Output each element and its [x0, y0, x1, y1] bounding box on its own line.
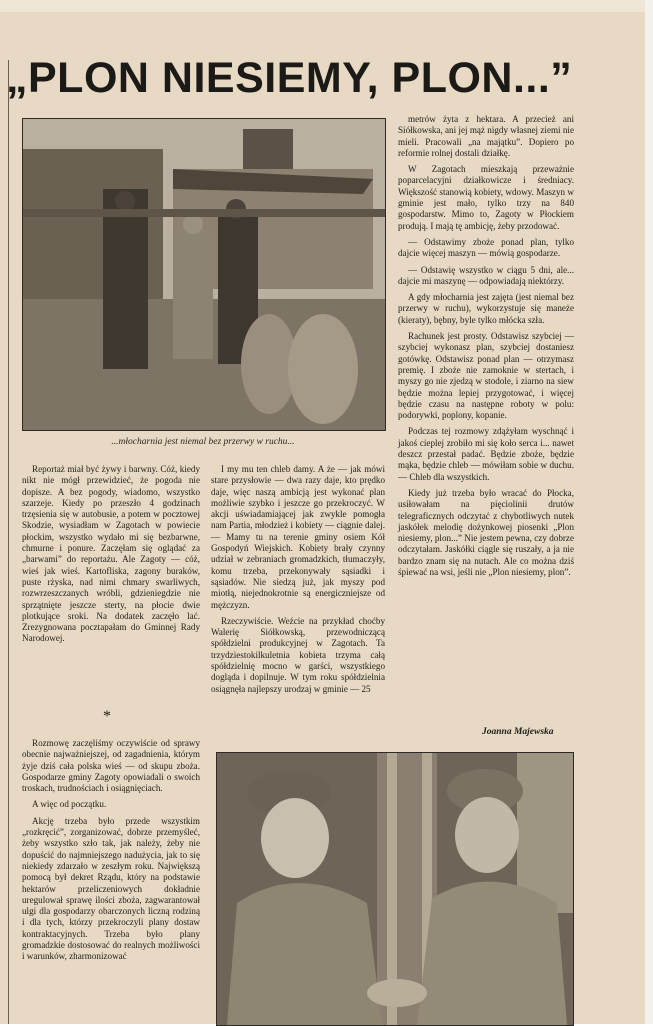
paragraph: Reportaż miał być żywy i barwny. Cóż, kiedy nikt nie mógł przewidzieć, że pogoda nie dopisze. A bez pogody, wiadomo, wszystko szarzeje. Kiedy po przeszło 4 godzinach trzęsienia się w autobusie, a potem w pocztowej Skodzie, wysiadłam w Zagotach w powiecie płockim, wszystko wydało mi się bezbarwne, chmurne i ponure. Zaczęłam się oglądać za „barwami” do reportażu. Ale Zagoty — cóż, wieś jak wieś. Kartofliska, zagony buraków, puste rżyska, nad nimi chmary swarliwych, rozwrzeszczanych wróbli, gdzieniegdzie nie sprzątnięte jeszcze sterty, na płocie dwie plotkujące sroki. Na dodatek zaczęło lać. Zrezygnowana pocztapałam do Gminnej Rady Narodowej.	[22, 464, 200, 644]
paragraph: I my mu ten chleb damy. A że — jak mówi stare przysłowie — dwa razy daje, kto prędko daje, więc naszą ambicją jest wykonać plan możliwie szybko i jeszcze go przekroczyć. W akcji uświadamiającej jak zwykle pomogła nam Partia, młodzież i kobiety — ciągnie dalej. — Mamy tu na terenie gminy osiem Kół Gospodyń Wiejskich. Kobiety brały czynny udział w zebraniach gromadzkich, tłumaczyły, komu trzeba, przekonywały sąsiadki i sąsiadów. Nie siedzą już, jak myszy pod miotłą, niejednokrotnie są energiczniejsze od mężczyzn.	[211, 464, 385, 610]
paragraph: A więc od początku.	[32, 799, 107, 810]
paragraph: — Odstawimy zboże ponad plan, tylko dajcie więcej maszyn — mówią gospodarze.	[398, 236, 574, 259]
column-left-top	[22, 464, 200, 650]
threshing-photo	[22, 118, 386, 431]
women-grain-photo	[216, 752, 574, 1026]
column-middle	[211, 464, 385, 700]
left-margin-rule	[8, 60, 9, 1024]
paragraph: A gdy młocharnia jest zajęta (jest niemal bez przerwy w ruchu), wykorzystuje się maneże (kieraty), bębny, byle tylko młócka szła.	[398, 292, 574, 325]
column-left-bottom	[22, 738, 200, 968]
paragraph: metrów żyta z hektara. A przecież ani Siółkowska, ani jej mąż nigdy własnej ziemi nie mieli. Pracowali „na majątku”. Dopiero po reformie rolnej dostali działkę.	[398, 114, 574, 158]
paragraph: Rozmowę zaczęliśmy oczywiście od sprawy obecnie najważniejszej, od zagadnienia, którym żyje dziś cała polska wieś — od skupu zboża. Gospodarze gminy Zagoty opowiadali o swoich troskach, trudnościach i osiągnięciach.	[22, 738, 200, 794]
paragraph: Akcję trzeba było przede wszystkim „rozkręcić”, zorganizować, dobrze przemyśleć, żeby wszystko szło tak, jak należy, żeby nie dopuścić do najmniejszego nadużycia, jak to się niekiedy zdarzało w zeszłym roku. Największą pomocą był dekret Rządu, który na podstawie hektarów przeliczeniowych dokładnie uregulował sprawę ilości zboża, zagwarantował ulgi dla gospodarzy obarczonych liczną rodziną i dla tych, którzy przekroczyli plany dostaw kontraktacyjnych. Trzeba było plany gromadzkie dostosować do realnych możliwości i warunków, zharmonizować	[22, 815, 200, 962]
section-separator: *	[103, 708, 111, 725]
paragraph: W Zagotach mieszkają przeważnie poparcelacyjni działkowicze i średniacy. Większość stanowią kobiety, wdowy. Maszyn w gminie jest mało, tylko trzy na 840 gospodarstw. Mimo to, Zagoty w Płockiem produją. I mają tę ambicję, żeby przodować.	[398, 164, 574, 231]
paragraph: Rzeczywiście. Weźcie na przykład choćby Walerię Siółkowską, przewodniczącą spółdzielni produkcyjnej w Zagotach. Ta trzydziestokilkuletnia kobieta trzyma całą spółdzielnię mocno w garści, wszystkiego dogląda i dopilnuje. W tym roku spółdzielnia osiągnęła najlepszy urodzaj w gminie — 25	[211, 615, 385, 694]
paragraph: Podczas tej rozmowy zdążyłam wyschnąć i jakoś cieplej zrobiło mi się koło serca i... nawet deszcz przestał padać. Będzie zboże, będzie mąka, będzie chleb — mówiłam sobie w duchu. — Chleb dla wszystkich.	[398, 426, 574, 482]
page-right-edge	[645, 0, 653, 1024]
photo-caption: ...młocharnia jest niemal bez przerwy w ruchu...	[111, 437, 295, 447]
paragraph: Rachunek jest prosty. Odstawisz szybciej — szybciej wykonasz plan, szybciej dostaniesz gotówkę. Odstawisz ponad plan — otrzymasz premię. I zboże nie zamoknie w stertach, i myszy go nie zjedzą w stodole, i ziarno na siew będzie można lepiej przygotować, i więcej będzie czasu na następne roboty w polu: podorywki, poplony, kopanie.	[398, 331, 574, 421]
paragraph: — Odstawię wszystko w ciągu 5 dni, ale... dajcie mi maszynę — odpowiadają niektórzy.	[398, 264, 574, 286]
paragraph: Kiedy już trzeba było wracać do Płocka, usiłowałam na pięciolinii drutów telegraficznych odczytać z chybotliwych nutek jaskółek melodię dożynkowej piosenki „Plon niesiemy, plon...” Nie jestem pewna, czy dobrze odczytałam. Jaskółki ciągle się ruszały, a ja nie bardzo znam się na nutach. Ale co można dziś śpiewać na wsi, jeśli nie „Plon niesiemy, plon”.	[398, 487, 574, 577]
column-right	[398, 114, 574, 583]
headline: „PLON NIESIEMY, PLON...”	[6, 54, 573, 102]
author-signature: Joanna Majewska	[482, 727, 554, 737]
page-top-edge	[0, 0, 645, 12]
